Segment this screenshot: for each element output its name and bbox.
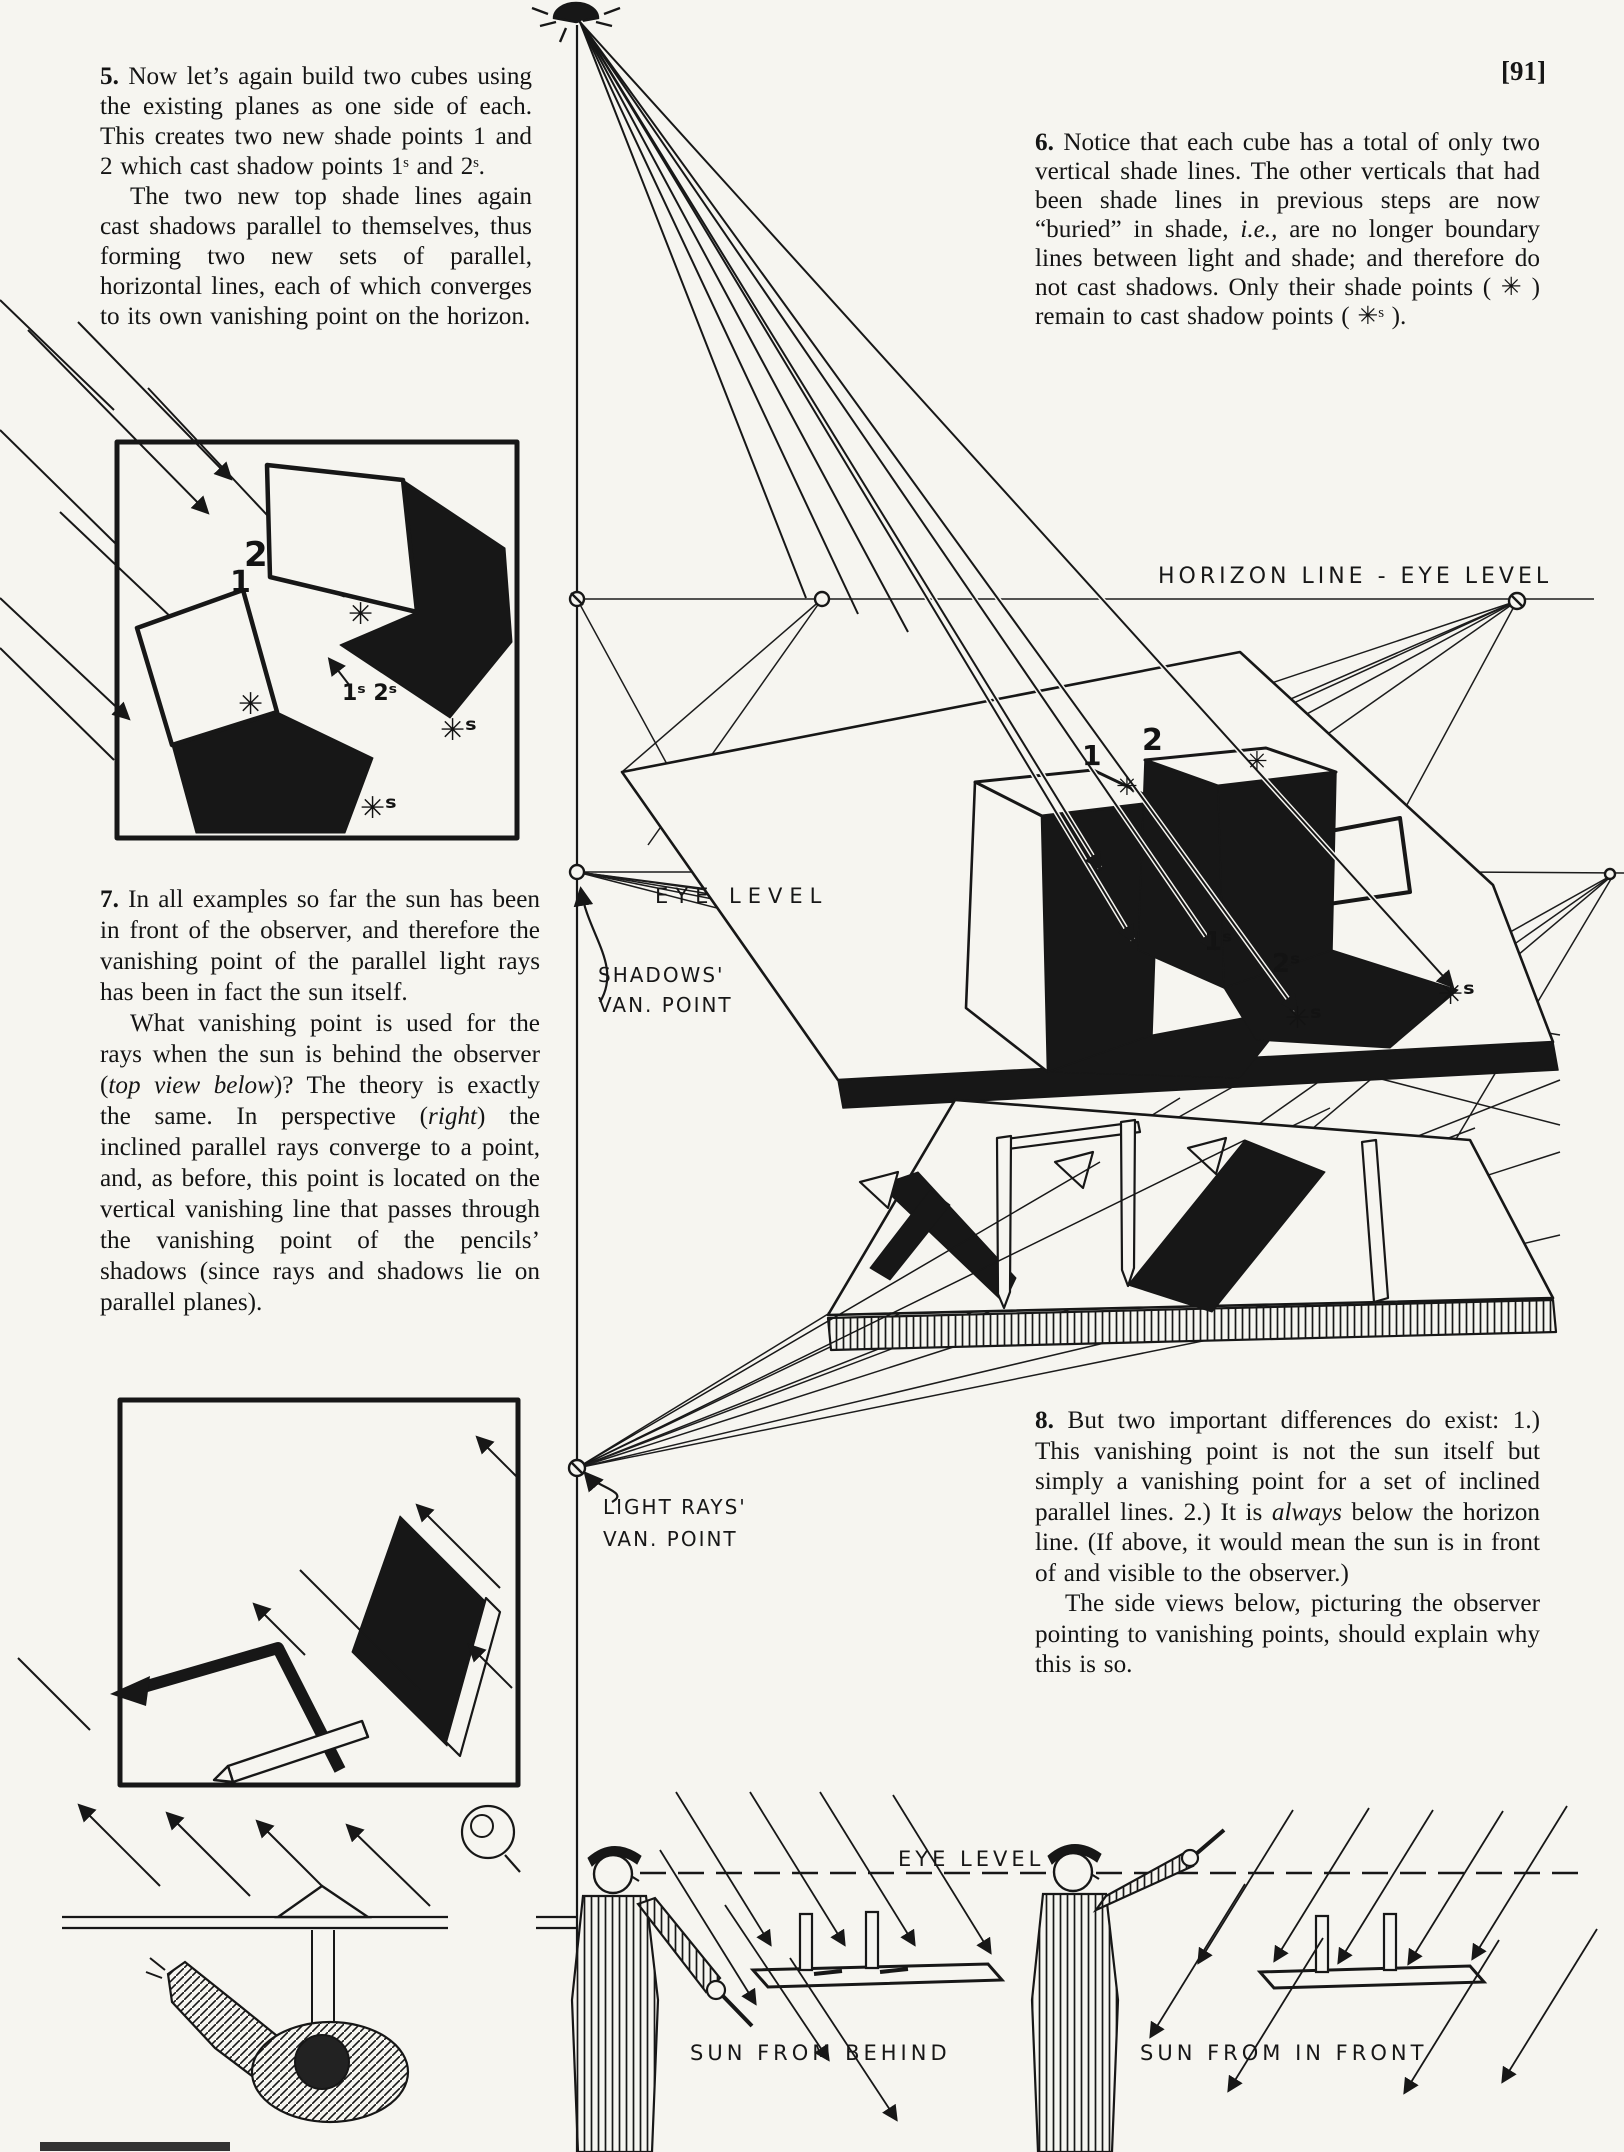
bottom-scenes — [572, 1792, 1597, 2152]
svg-text:✳ˢ: ✳ˢ — [1438, 977, 1475, 1012]
observer-head — [295, 2035, 349, 2089]
svg-text:✳ˢ: ✳ˢ — [360, 791, 397, 826]
box1-square-b — [267, 465, 417, 612]
svg-text:✳ˢ: ✳ˢ — [1285, 1001, 1322, 1036]
paragraph-5: 5. Now let’s again build two cubes using the existing planes as one side of each. This creates two new shade points 1 and 2 which cast shadow points 1ˢ and 2ˢ. The two new top shade lines again cast shadows parallel to themselves, thus forming two new sets of parallel, horizontal lines, each of which converges to its own vanishing point on the horizon. — [100, 63, 533, 330]
page-number: [91] — [1501, 56, 1546, 86]
shadows-vp-icon — [570, 865, 584, 879]
svg-text:✳: ✳ — [1116, 772, 1138, 802]
svg-text:1: 1 — [1082, 739, 1102, 772]
hanging-pencil-2 — [1121, 1120, 1135, 1286]
light-vp-label-1: LIGHT RAYS' — [603, 1495, 747, 1519]
box2-pencil-body — [228, 1721, 368, 1782]
svg-text:1ˢ: 1ˢ — [1204, 927, 1232, 957]
paragraph-8: 8. But two important differences do exist: 1.) This vanishing point is not the sun itself but simply a vanishing point for a set of inclined parallel lines. 2.) It is always below the horizon line. (If above, it would mean the sun is in front of and visible to the observer.) The side views below, picturing the observer pointing to vanishing points, should explain why this is so. — [1035, 1407, 1540, 1678]
table-sun-behind — [753, 1912, 1002, 1987]
shadows-vp-label-2: VAN. POINT — [598, 993, 733, 1017]
svg-text:✳ˢ: ✳ˢ — [440, 713, 477, 748]
svg-text:1ˢ 2ˢ: 1ˢ 2ˢ — [342, 681, 398, 706]
table-sun-front — [1260, 1914, 1484, 1988]
head — [1054, 1853, 1092, 1891]
pencil — [1196, 1830, 1224, 1854]
sun-behind-label: SUN FROM BEHIND — [690, 2041, 951, 2065]
svg-text:2: 2 — [1142, 723, 1163, 758]
horizon-label: HORIZON LINE - EYE LEVEL — [1158, 564, 1553, 589]
sun-front-label: SUN FROM IN FRONT — [1140, 2041, 1428, 2065]
paragraph-6: 6. Notice that each cube has a total of only two vertical shade lines. The other verticals that had been shade lines in previous steps are now “buried” in shade, i.e., are no longer boundary lines between light and shade; and therefore do not cast shadows. Only their shade points ( ✳ ) remain to cast shadow points ( ✳ˢ ). — [1035, 129, 1540, 330]
svg-text:✳: ✳ — [348, 597, 374, 632]
shadows-vp-label-1: SHADOWS' — [598, 963, 725, 987]
direction-triangle — [278, 1886, 368, 1917]
pencil — [722, 1995, 752, 2026]
cubes-perspective-illustration — [622, 652, 1558, 1108]
svg-text:1: 1 — [230, 565, 251, 600]
svg-text:2: 2 — [244, 535, 268, 575]
head — [594, 1855, 632, 1893]
paragraph-7: 7. In all examples so far the sun has been in front of the observer, and therefore the vanishing point of the parallel light rays has been in fact the sun itself. What vanishing point is used for the rays when the sun is behind the observer (top view below)? The theory is exactly the same. In perspective (right) the inclined parallel rays converge to a point, and, as before, this point is located on the vertical vanishing line that passes through the vanishing point of the pencils’ shadows (since rays and shadows lie on parallel planes). — [100, 886, 541, 1316]
horizon-vp2-icon — [815, 592, 829, 606]
rolled-cone — [462, 1806, 514, 1858]
svg-text:✳: ✳ — [238, 687, 264, 722]
top-view-observer — [40, 1886, 577, 2151]
observer-sun-front — [1032, 1830, 1224, 2152]
eye-level-label: EYE LEVEL — [655, 884, 829, 908]
bottom-eye-level-label: EYE LEVEL — [898, 1847, 1045, 1871]
observer-sun-behind — [572, 1846, 752, 2152]
open-arrowhead — [860, 1172, 898, 1208]
hanging-pencil-1 — [997, 1136, 1011, 1308]
svg-text:✳: ✳ — [1246, 747, 1268, 777]
box2-top-view-pencil — [18, 1400, 520, 1906]
light-vp-label-2: VAN. POINT — [603, 1527, 738, 1551]
svg-text:2ˢ: 2ˢ — [1272, 949, 1300, 979]
